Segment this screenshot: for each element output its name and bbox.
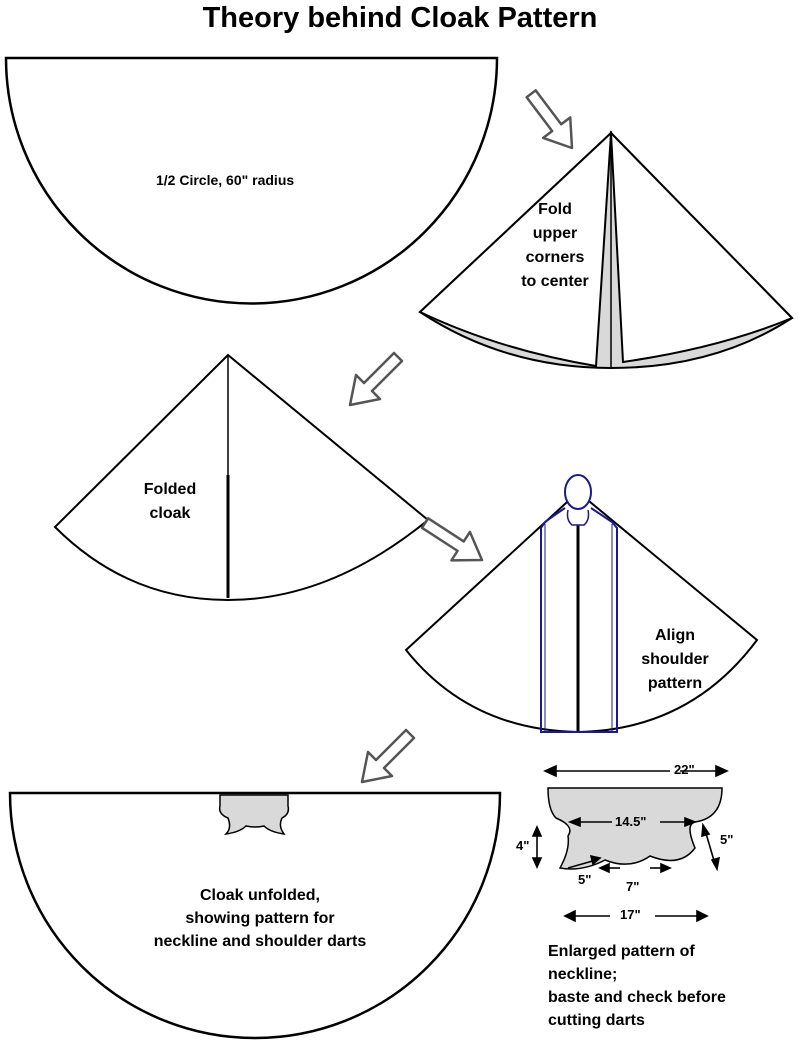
dim-dart-left: 5" — [578, 872, 592, 887]
arrow-down-right-icon — [521, 89, 580, 148]
head-shape — [565, 475, 591, 509]
arrow-down-left-icon — [362, 730, 414, 782]
half-circle-label: 1/2 Circle, 60" radius — [156, 172, 295, 188]
fold-label-line: corners — [525, 249, 585, 266]
align-label-line: shoulder — [641, 651, 709, 668]
dim-bottom-width: 17" — [620, 907, 641, 922]
align-label-line: pattern — [647, 675, 703, 692]
unfolded-label-line: showing pattern for — [185, 910, 335, 927]
page-title: Theory behind Cloak Pattern — [202, 2, 598, 34]
enlarged-caption-line: baste and check before — [548, 989, 726, 1006]
arrow-down-right-icon — [420, 509, 482, 571]
arrow-down-left-icon — [350, 353, 402, 405]
dim-left-height: 4" — [516, 838, 530, 853]
enlarged-caption-line: Enlarged pattern of — [548, 943, 695, 960]
dim-top-width: 22" — [674, 762, 695, 777]
dim-right-height: 5" — [720, 832, 734, 847]
enlarged-caption — [548, 940, 726, 1032]
unfolded-label — [100, 884, 420, 953]
folded-label-line: Folded — [143, 481, 197, 498]
fold-label — [480, 198, 630, 294]
dim-inner-width: 14.5" — [615, 814, 647, 829]
unfolded-label-line: Cloak unfolded, — [200, 887, 320, 904]
folded-label-line: cloak — [149, 505, 191, 522]
fold-label-line: upper — [532, 225, 578, 242]
unfolded-label-line: neckline and shoulder darts — [153, 933, 367, 950]
fold-label-line: to center — [521, 273, 589, 290]
dim-dart-center: 7" — [626, 879, 640, 894]
align-label-line: Align — [655, 627, 695, 644]
folded-label — [120, 478, 220, 526]
align-label — [620, 624, 730, 696]
enlarged-caption-line: cutting darts — [548, 1012, 645, 1029]
enlarged-caption-line: neckline; — [548, 966, 618, 983]
fold-label-line: Fold — [538, 201, 572, 218]
